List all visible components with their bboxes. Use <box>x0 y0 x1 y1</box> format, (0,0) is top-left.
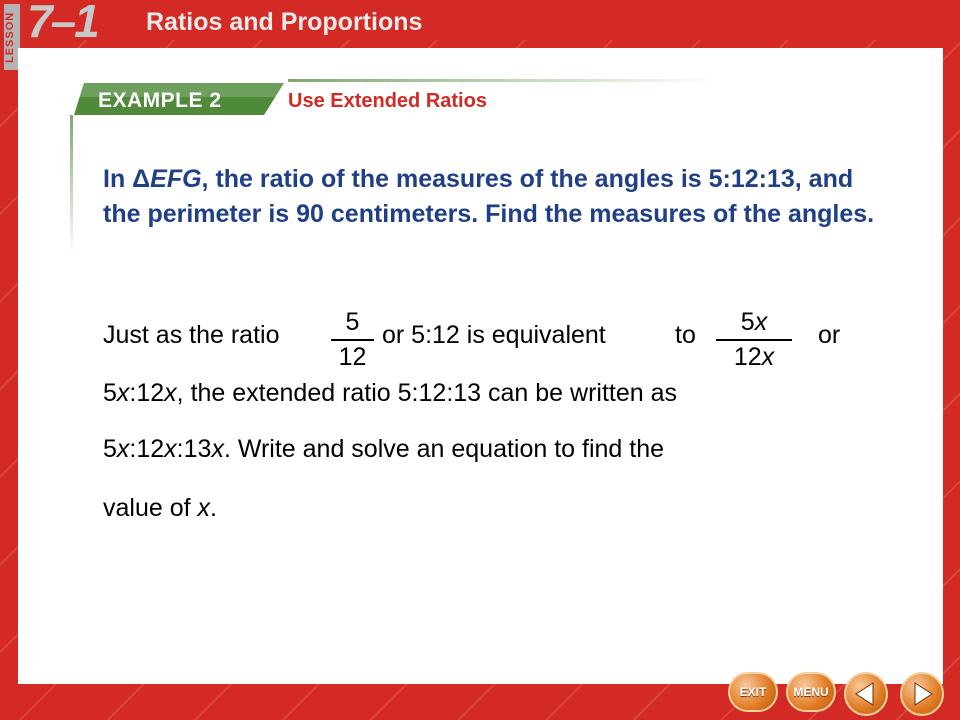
line2-var-2: x <box>164 379 177 407</box>
line2-var-1: x <box>116 379 130 407</box>
fraction2-num-var: x <box>754 308 768 336</box>
lesson-title: Ratios and Proportions <box>146 8 423 36</box>
slide-content <box>18 48 943 684</box>
explanation-line2 <box>103 379 677 408</box>
explanation-line1-end: or <box>818 321 841 349</box>
line3-part-a: 5 <box>103 435 117 463</box>
fraction-5x-over-12x <box>714 308 794 372</box>
decorative-rule-left <box>70 115 73 255</box>
lesson-label: LESSON <box>4 4 20 70</box>
line4-part-a: value of <box>103 494 198 522</box>
decorative-rule-top <box>288 79 718 82</box>
line2-part-e: , the extended ratio 5:12:13 can be written as <box>176 379 678 407</box>
line3-var-1: x <box>116 435 130 463</box>
triangle-left-icon <box>844 672 888 716</box>
explanation-line1-mid: or 5:12 is equivalent <box>382 321 606 349</box>
line3-var-3: x <box>211 435 224 463</box>
fraction2-num-coef: 5 <box>740 308 755 336</box>
fraction2-den-coef: 12 <box>733 343 762 371</box>
slide-header <box>0 0 960 63</box>
fraction1-denominator: 12 <box>338 343 367 371</box>
menu-button-label: MENU <box>786 672 836 712</box>
line2-part-a: 5 <box>103 379 117 407</box>
line3-var-2: x <box>164 435 177 463</box>
explanation-line1-to: to <box>675 321 696 349</box>
explanation-line1-start: Just as the ratio <box>103 321 280 349</box>
fraction-5-over-12 <box>330 308 375 372</box>
explanation-line4 <box>103 494 217 523</box>
example-title: Use Extended Ratios <box>288 90 487 112</box>
fraction1-bar <box>331 339 374 341</box>
lesson-number: 7–1 <box>27 0 98 47</box>
line4-part-c: . <box>210 494 217 522</box>
next-button[interactable] <box>900 672 950 712</box>
triangle-name: EFG <box>150 165 202 193</box>
problem-statement <box>103 162 883 232</box>
explanation-line3 <box>103 435 664 464</box>
fraction2-den-var: x <box>761 343 775 371</box>
line3-part-c: :12 <box>129 435 165 463</box>
triangle-right-icon <box>900 672 944 716</box>
line4-var: x <box>197 494 211 522</box>
fraction2-bar <box>716 339 792 341</box>
exit-button[interactable] <box>728 672 778 712</box>
line3-part-e: :13 <box>176 435 212 463</box>
problem-text-after: , the ratio of the measures of the angles is 5:12:13, and the perimeter is 90 centimeters. Find the measures of the angles. <box>103 165 875 228</box>
example-tab-label: EXAMPLE 2 <box>98 89 222 112</box>
fraction1-numerator: 5 <box>345 308 360 336</box>
fraction2-denominator <box>714 343 794 372</box>
line2-part-c: :12 <box>129 379 165 407</box>
menu-button[interactable] <box>786 672 836 712</box>
line3-part-g: . Write and solve an equation to find the <box>223 435 665 463</box>
problem-text-before: In Δ <box>103 165 151 193</box>
fraction2-numerator <box>714 308 794 337</box>
exit-button-label: EXIT <box>728 672 778 712</box>
previous-button[interactable] <box>844 672 894 712</box>
